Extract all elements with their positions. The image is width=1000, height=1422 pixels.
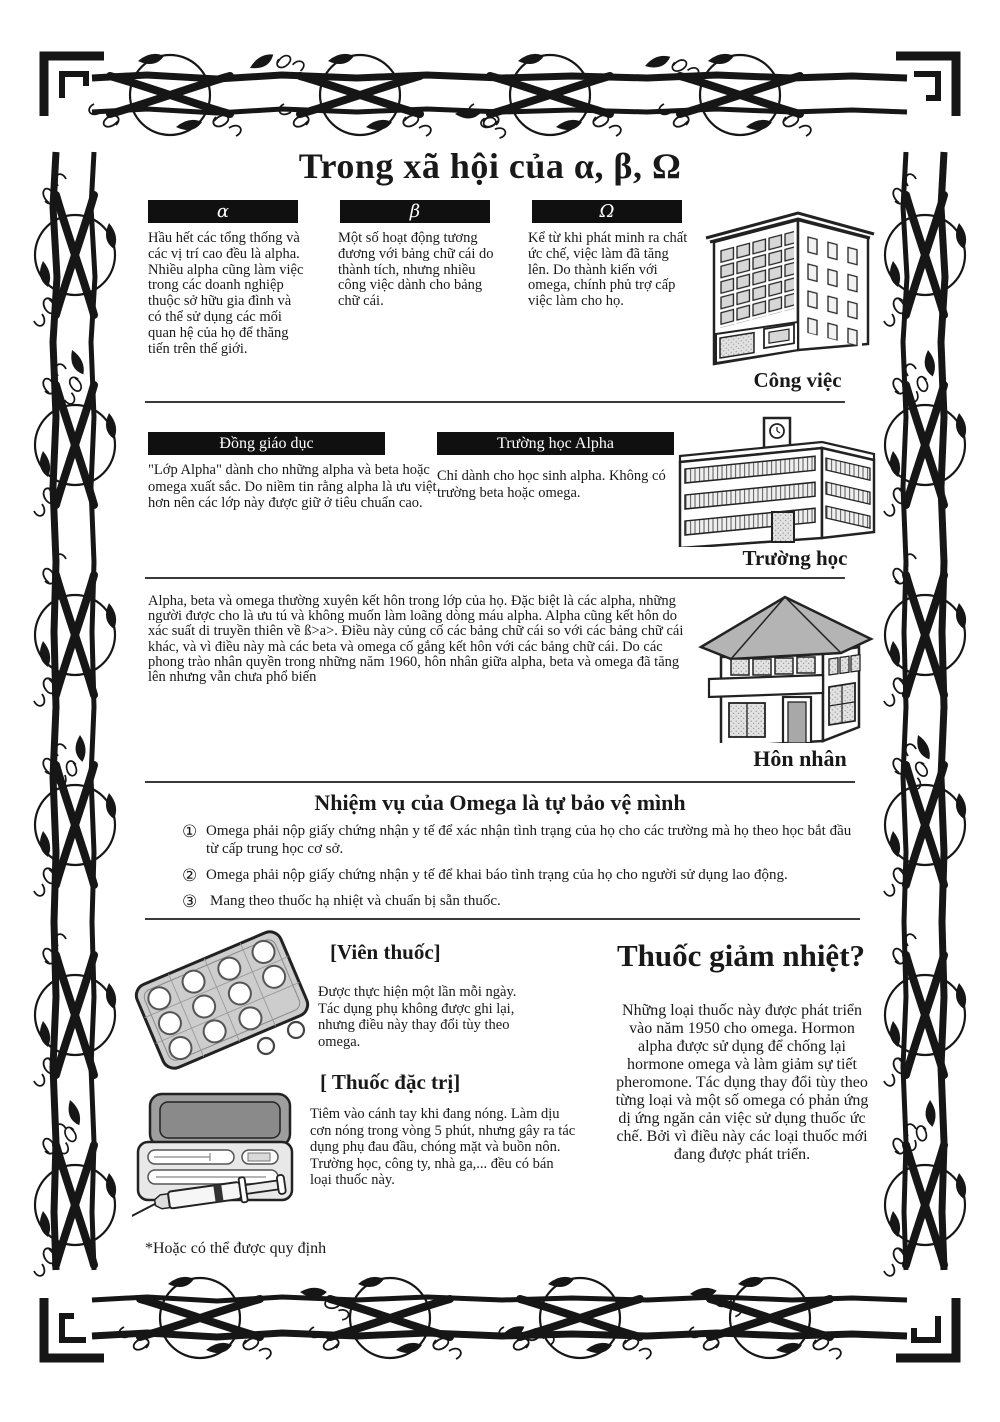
omega-header-label: Ω: [599, 201, 615, 222]
shot-heading: [ Thuốc đặc trị]: [320, 1070, 461, 1094]
section-divider: [145, 918, 860, 920]
coeducation-header-label: Đồng giáo dục: [219, 435, 314, 452]
duty-3-number: ③: [182, 892, 198, 912]
alpha-school-header-bar: [437, 432, 674, 455]
section-divider: [145, 781, 855, 783]
footnote: *Hoặc có thể được quy định: [145, 1240, 327, 1257]
shot-paragraph: Tiêm vào cánh tay khi đang nóng. Làm dịu cơn nóng trong vòng 5 phút, nhưng gây ra tác dụng phụ đau đầu, chóng mặt và buồn nôn. Trường học, công ty, nhà ga,... đều có bán loại thuốc này.: [310, 1106, 576, 1189]
alpha-header-bar: [148, 200, 298, 223]
pill-heading: [Viên thuốc]: [330, 940, 441, 964]
beta-header-label: β: [409, 201, 421, 222]
section-divider: [145, 401, 845, 403]
duty-2-text: Omega phải nộp giấy chứng nhận y tế để khai báo tình trạng của họ cho người sử dụng lao động.: [206, 867, 788, 883]
alpha-header-label: α: [216, 201, 230, 222]
duty-1-text: Omega phải nộp giấy chứng nhận y tế để xác nhận tình trạng của họ cho các trường mà họ theo học bắt đầu từ cấp trung học cơ sở.: [206, 823, 852, 857]
pill-paragraph: Được thực hiện một lần mỗi ngày. Tác dụng phụ không được ghi lại, nhưng điều này thay đổi tùy theo omega.: [318, 984, 517, 1050]
alpha-jobs-paragraph: Hầu hết các tổng thống và các vị trí cao đều là alpha. Nhiều alpha cũng làm việc trong các doanh nghiệp thuộc sở hữu gia đình và có thể sử dụng các mối quan hệ của họ để thăng tiến trên thế giới.: [148, 230, 304, 357]
alpha-school-paragraph: Chỉ dành cho học sinh alpha. Không có trường beta hoặc omega.: [437, 468, 666, 501]
office-building-illustration: [700, 198, 885, 370]
school-building-illustration: [672, 412, 884, 547]
coeducation-paragraph: "Lớp Alpha" dành cho những alpha và beta hoặc omega xuất sắc. Do niềm tin rằng alpha là ưu việt hơn nên các lớp này được giữ ở tiêu chuẩn cao.: [148, 462, 437, 512]
duty-3-text: Mang theo thuốc hạ nhiệt và chuẩn bị sẵn thuốc.: [210, 893, 501, 909]
pill-blister-pack-illustration: [130, 930, 320, 1080]
page-title: Trong xã hội của α, β, Ω: [298, 146, 682, 186]
omega-jobs-paragraph: Kể từ khi phát minh ra chất ức chế, việc làm đã tăng lên. Do thành kiến với omega, chính phủ trợ cấp việc làm cho họ.: [528, 230, 688, 310]
house-illustration: [695, 585, 875, 743]
omega-header-bar: [532, 200, 682, 223]
beta-header-bar: [340, 200, 490, 223]
section-divider: [145, 577, 845, 579]
duties-heading: Nhiệm vụ của Omega là tự bảo vệ mình: [314, 790, 686, 815]
school-building-label: Trường học: [742, 546, 848, 570]
suppressant-paragraph: Những loại thuốc này được phát triển vào năm 1950 cho omega. Hormon alpha được sử dụng để chống lại hormone omega và làm giảm sự tiết pheromone. Tác dụng thay đổi tùy theo từng loại và một số omega có phản ứng dị ứng ngăn cản việc sử dụng thuốc ức chế. Bởi vì điều này các loại thuốc mới đang được phát triển.: [615, 1002, 869, 1163]
suppressant-heading: Thuốc giảm nhiệt?: [616, 938, 866, 973]
jobs-building-label: Công việc: [753, 368, 842, 392]
injection-kit-illustration: [132, 1092, 307, 1247]
duty-2-number: ②: [182, 866, 198, 886]
duty-1-number: ①: [182, 822, 198, 842]
marriage-paragraph: Alpha, beta và omega thường xuyên kết hôn trong lớp của họ. Đặc biệt là các alpha, những người được cho là ưu tú và không muốn làm loãng dòng máu alpha. Alpha cũng kết hôn do xác suất di truyền thiên về ß>a>. Điều này củng cố các bảng chữ cái so với các bảng chữ cái khác, và vì điều này mà các beta và omega cố gắng kết hôn với các bảng chữ cái. Do các phong trào nhân quyền trong những năm 1960, hôn nhân giữa alpha, beta và omega đã tăng lên nhưng vẫn chưa phổ biến: [148, 593, 684, 686]
alpha-school-header-label: Trường học Alpha: [497, 435, 614, 452]
beta-jobs-paragraph: Một số hoạt động tương đương với bảng chữ cái do thành tích, nhưng nhiều công việc dành cho bảng chữ cái.: [338, 230, 494, 310]
marriage-building-label: Hôn nhân: [753, 746, 847, 771]
coeducation-header-bar: [148, 432, 385, 455]
